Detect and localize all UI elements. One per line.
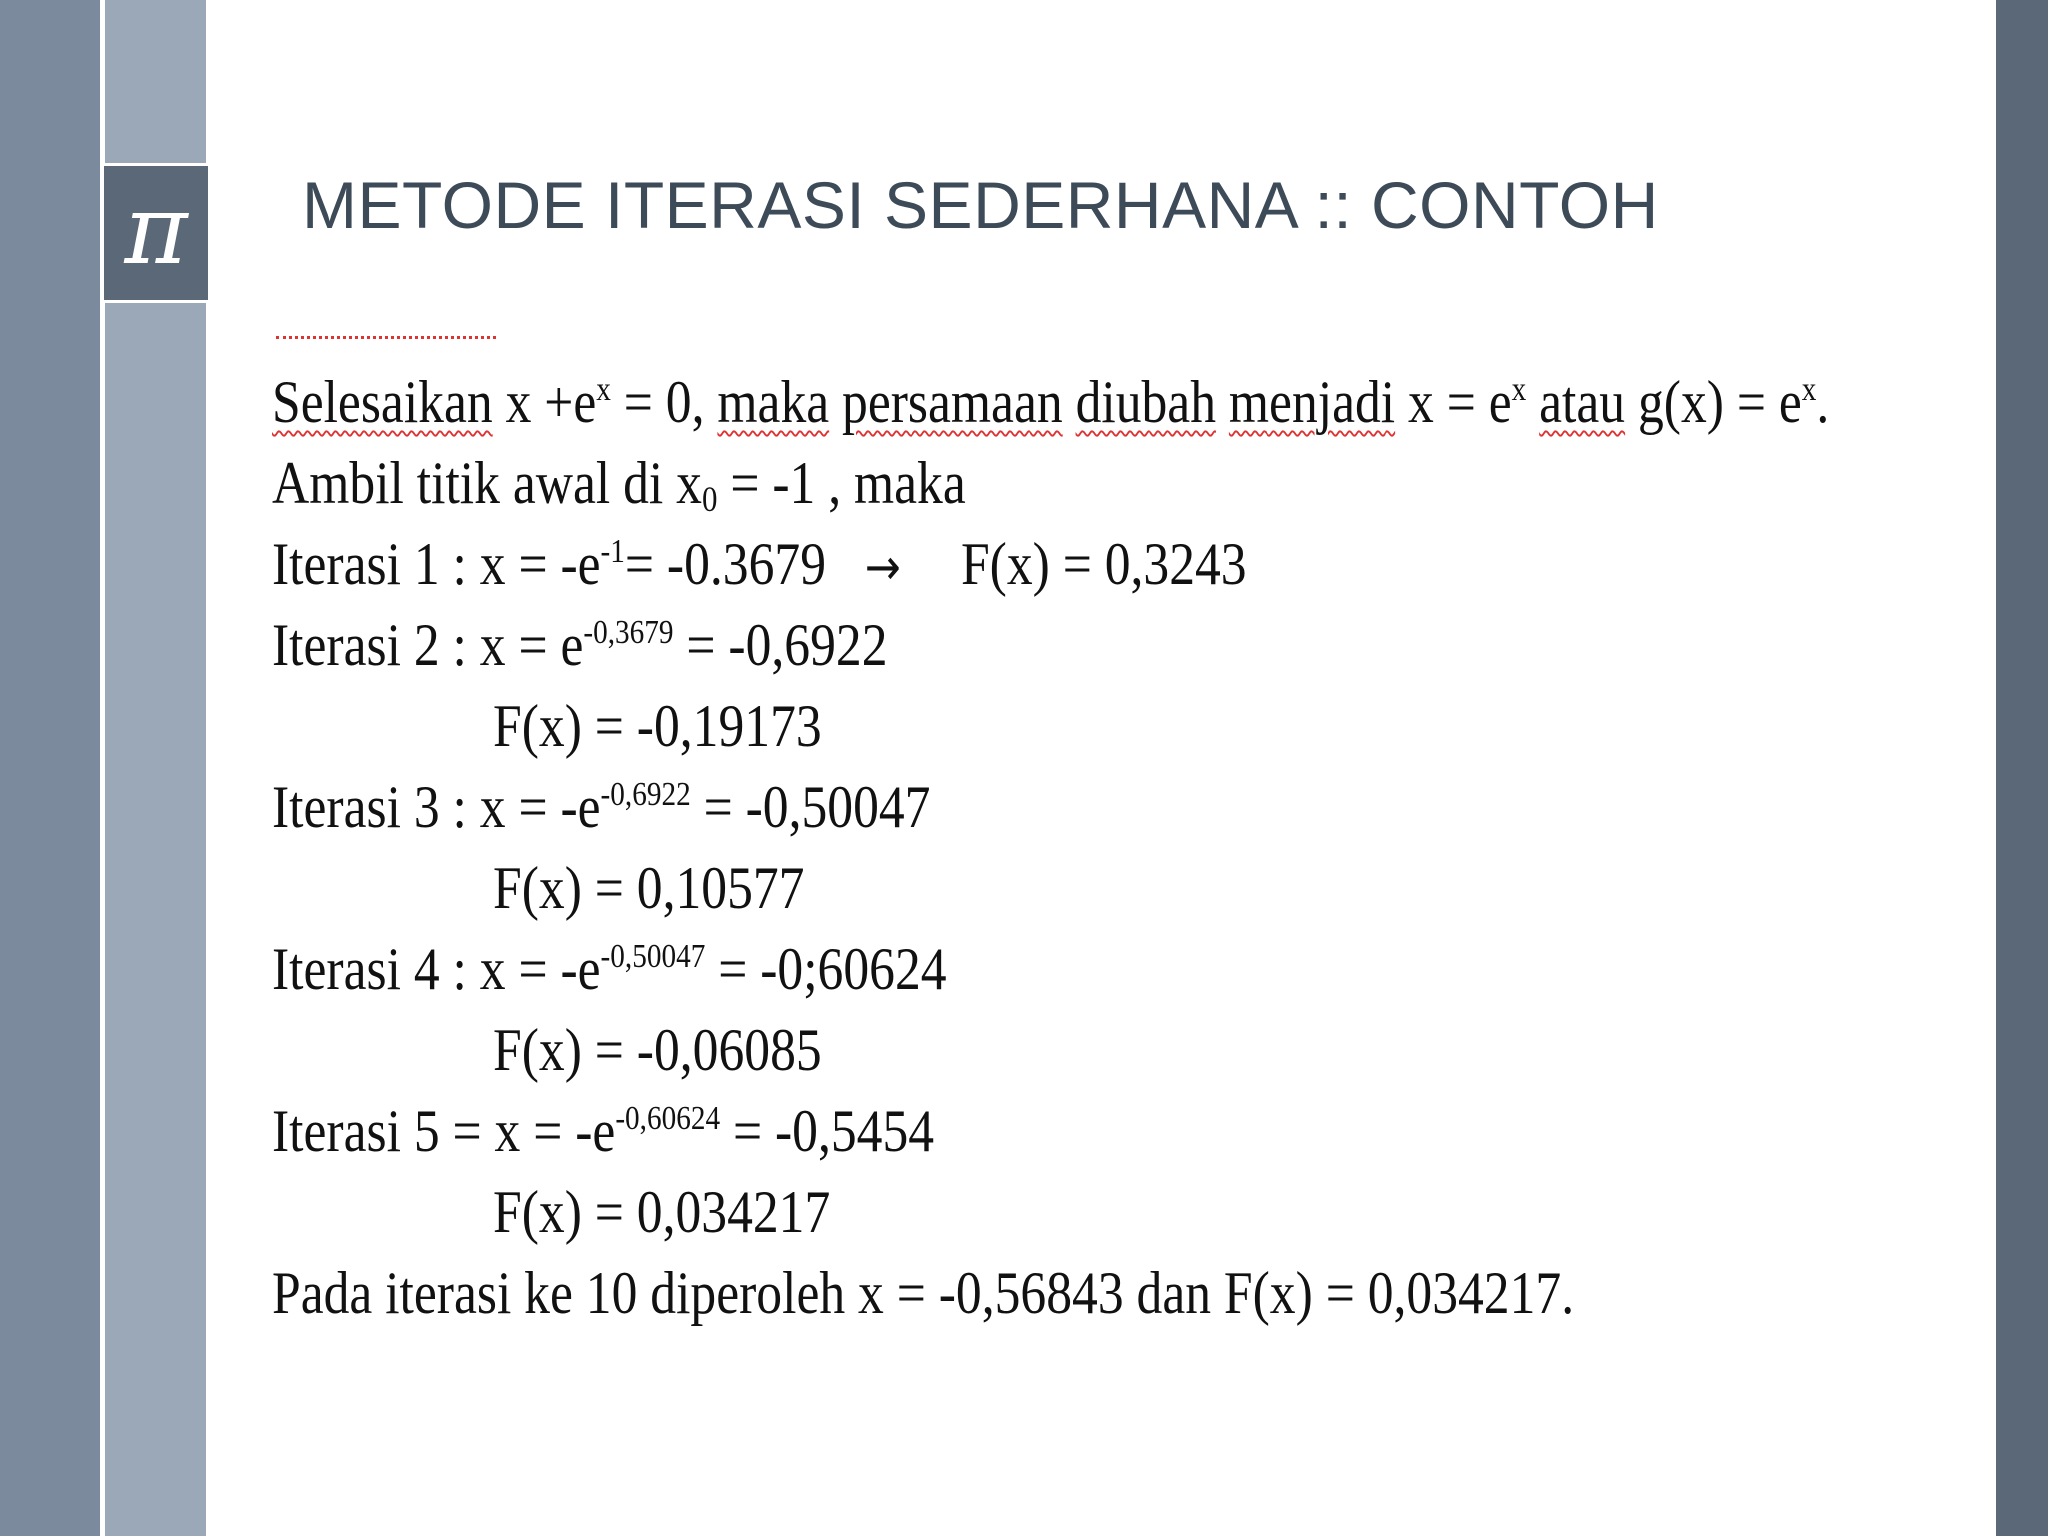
spellcheck-dots [276,336,496,339]
right-arrow-icon: → [864,538,901,596]
iteration-3-fx-line: F(x) = 0,10577 [493,855,805,921]
conclusion-line: Pada iterasi ke 10 diperoleh x = -0,56843 dan F(x) = 0,034217. [272,1260,1575,1326]
left-band-outer [0,0,100,1536]
iteration-5-fx-line: F(x) = 0,034217 [493,1179,831,1245]
pi-icon: π [104,163,208,303]
iteration-3-line: Iterasi 3 : $x = -e^{-0,6922} = -0,50047$ [272,774,931,840]
problem-statement-line: Selesaikan $x +e^x = 0$, maka persamaan diubah menjadi $x = e^x$ atau $g(x) = e^x$. [272,369,1830,435]
iteration-5-line: Iterasi $5 = x = -e^{-0,60624} = -0,5454$ [272,1098,935,1164]
slide-content [272,362,1830,1334]
iteration-4-line: Iterasi 4 : $x = -e^{-0,50047}$ = -0;60624 [272,936,947,1002]
iteration-2-fx-line: F(x) = -0,19173 [493,693,822,759]
initial-point-line: Ambil titik awal di $x_0 = -1$ , maka [272,450,966,519]
iteration-2-line: Iterasi 2 : $x = e^{-0,3679} = -0,6922$ [272,612,888,678]
iteration-1-line: Iterasi 1 : $x = -e^{-1}= -0.3679 \to F(x) = 0,3243$ [272,531,1247,597]
slide-title: METODE ITERASI SEDERHANA :: CONTOH [302,168,1659,242]
iteration-4-fx-line: F(x) = -0,06085 [493,1017,822,1083]
right-band [1996,0,2048,1536]
